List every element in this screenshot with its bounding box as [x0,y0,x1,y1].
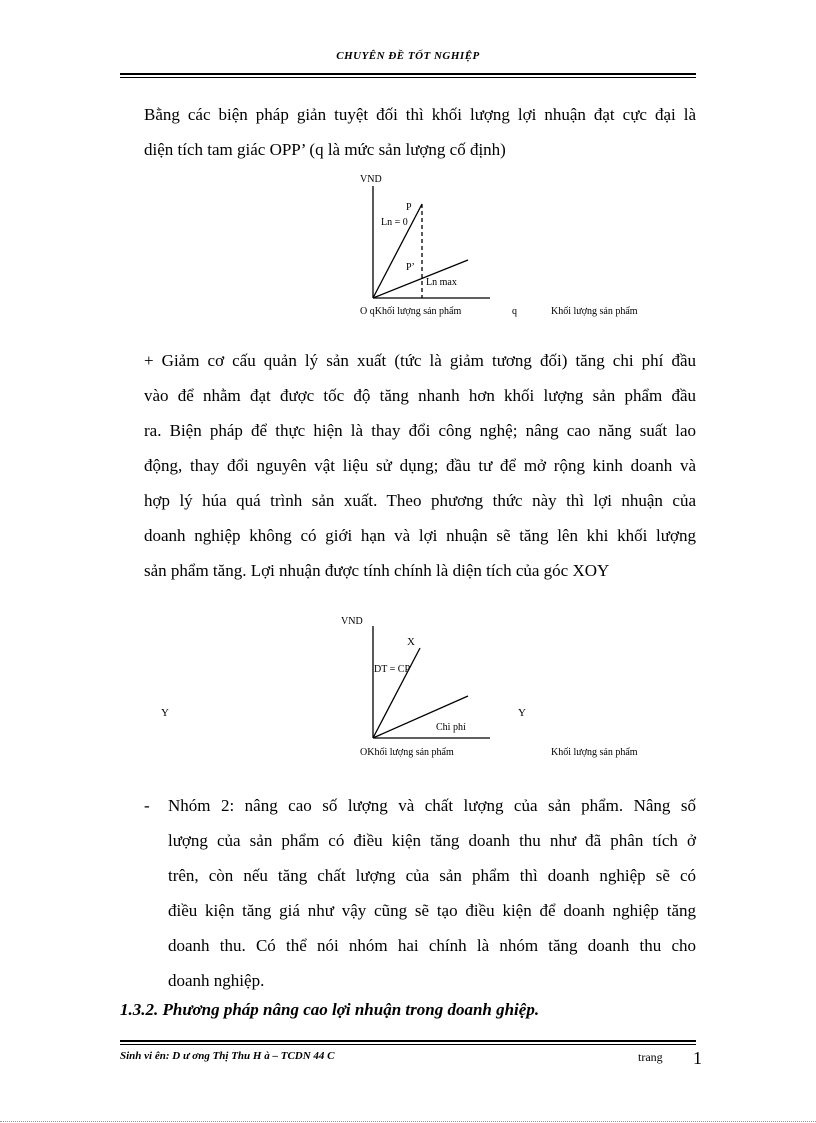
label-origin-axis: OKhối lượng sản phẩm [360,747,454,758]
paragraph-line: ra. Biện pháp để thực hiện là thay đổi công nghệ; nâng cao năng suất lao [144,421,696,440]
label-x-axis-right: Khối lượng sản phẩm [551,306,638,317]
label-p-prime: P’ [406,262,415,273]
header-rule-thin [120,77,696,78]
footer-page-label: trang [638,1050,663,1064]
y-axis-label: VND [360,174,382,185]
label-ln-zero: Ln = 0 [381,217,408,228]
list-line: trên, còn nếu tăng chất lượng của sản phẩm thì doanh nghiệp sẽ có [168,866,696,885]
label-p: P [406,202,412,213]
list-item-nhom-2 [168,788,696,998]
label-ln-max: Ln max [426,277,457,288]
intro-line: diện tích tam giác OPP’ (q là mức sản lượng cố định) [144,140,506,159]
paragraph-cost-structure [144,343,696,588]
paragraph-line: hợp lý húa quá trình sản xuất. Theo phương thức này thì lợi nhuận của [144,491,696,510]
list-line: điều kiện tăng giá như vậy cũng sẽ tạo điều kiện để doanh nghiệp tăng [168,901,696,920]
page-bottom-border [0,1121,816,1122]
footer-rule-thin [120,1044,696,1045]
intro-line: Bằng các biện pháp giản tuyệt đối thì khối lượng lợi nhuận đạt cực đại là [144,105,696,124]
footer-rule [120,1040,696,1042]
diagram-xoy-angle [340,610,680,750]
diagram-profit-triangle [340,170,680,320]
list-line: doanh thu. Có thể nói nhóm hai chính là nhóm tăng doanh thu cho [168,936,696,955]
list-line: lượng của sản phẩm có điều kiện tăng doanh thu như đã phân tích ở [168,831,696,850]
section-heading: 1.3.2. Phương pháp nâng cao lợi nhuận trong doanh ghiệp. [120,1000,540,1019]
label-x: X [407,636,415,648]
paragraph-line: doanh nghiệp không có giới hạn và lợi nhuận sẽ tăng lên khi khối lượng [144,526,696,545]
header-rule [120,73,696,75]
page-number: 1 [693,1048,702,1068]
paragraph-line: vào để nhằm đạt được tốc độ tăng nhanh hơn khối lượng sản phẩm đầu [144,386,696,405]
y-axis-label: VND [341,616,363,627]
paragraph-line: động, thay đổi nguyên vật liệu sử dụng; đầu tư để mở rộng kinh doanh và [144,456,696,475]
running-header-title: CHUYÊN ĐỀ TỐT NGHIỆP [336,50,480,62]
revenue-cost-line [373,648,420,738]
label-origin-axis: O qKhối lượng sản phẩm [360,306,462,317]
label-dt-cp: DT = CP [374,664,411,675]
label-chi-phi: Chi phí [436,722,466,733]
list-line: doanh nghiệp. [168,971,265,990]
paragraph-line: sản phẩm tăng. Lợi nhuận được tính chính là diện tích của góc XOY [144,561,610,580]
list-bullet: - [144,796,150,815]
label-y-left: Y [161,707,169,719]
label-q: q [512,306,517,317]
label-y-right: Y [518,707,526,719]
label-x-axis-right: Khối lượng sản phẩm [551,747,638,758]
list-line: Nhóm 2: nâng cao số lượng và chất lượng của sản phẩm. Nâng số [168,796,696,815]
paragraph-line: + Giảm cơ cấu quản lý sản xuất (tức là giảm tương đối) tăng chi phí đầu [144,351,696,370]
intro-paragraph [144,97,696,167]
footer-author: Sinh vi ên: D ư ơng Thị Thu H à – TCDN 44 C [120,1050,335,1062]
